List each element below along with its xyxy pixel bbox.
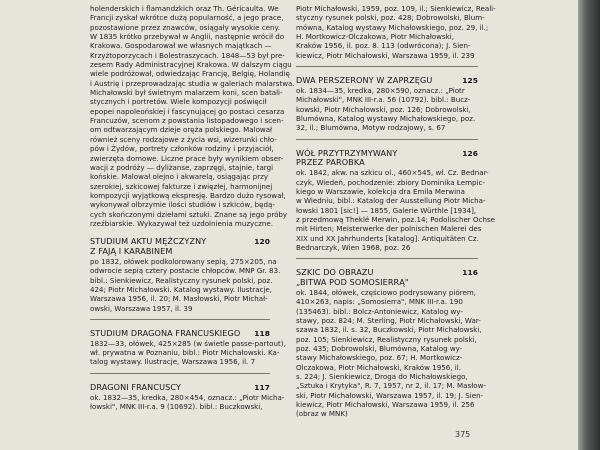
entry-heading [296,149,478,169]
paragraph-line: Krzyżtoporzycach i Bolestraszycach. 1848—53 był pre- [90,50,285,60]
entry-text-line: czyk, Wiedeń, pochodzenie: zbiory Dominika Łempic- [296,177,485,187]
entry-text-line: ok. 1842, akw. na szkicu ol., 460×545, wł. Cz. Bednar- [296,168,489,178]
left-column [90,4,295,411]
catalog-entry [296,76,478,140]
entry-text-line: ok. 1832—35, kredka, 280×454, oznacz.: „Piotr Micha- [90,392,285,402]
entry-heading [90,383,270,393]
paragraph-line: Michałowski był świetnym malarzem koni, scen batali- [90,88,283,98]
entry-title-line: WÓŁ PRZYTRZYMYWANY [296,147,398,158]
entry-divider [90,373,270,374]
entry-text-line: kiego w Warszawie, kolekcja dra Emila Merwina [296,186,465,196]
paragraph-line: H. Mortkowicz-Olczakowa, Piotr Michałowski, [296,32,455,42]
paragraph-line: kompozycji wyjątkową ekspresję. Bardzo dużo rysował, [90,190,286,200]
entry-title-line: STUDIUM AKTU MĘŻCZYZNY [90,236,207,247]
entry-text-line: mit Hirten; Meisterwerke der polnischen Malerei des [296,224,482,234]
entry-title [296,76,432,86]
entry-text-line: kiewicz, Piotr Michałowski, Warszawa 1959, il. 256 [296,399,475,409]
entry-text-line: szawa 1832, il. s. 32, Buczkowski, Piotr Michałowski, [296,325,482,335]
entry-description [90,256,281,313]
paragraph-line: epopei napoleońskiej i fascynującej go postaci cesarza [90,106,285,116]
paragraph-line: styczny rysunek polski, poz. 428; Dobrowolski, Blum- [296,13,485,23]
entry-text-line: w Wiedniu, bibl.: Katalog der Ausstellung Piotr Micha- [296,196,486,206]
entry-text-line: 424; Piotr Michałowski. Katalog wystawy. Ilustracje, [90,284,273,294]
paragraph-line: i Austrię i przeprowadzając studia w galeriach malarstwa. [90,78,295,88]
entry-text-line: 32, il.; Blumówna, Motyw rodzajowy, s. 67 [296,123,446,133]
paragraph-line: wiele podróżował, odwiedzając Francję, Belgię, Holandię [90,69,290,79]
entry-text-line: 410×263, napis: „Somosierra", MNK III-r.a. 190 [296,297,463,307]
entry-text-line: talog wystawy. Ilustracje, Warszawa 1956, il. 7 [90,357,256,367]
entry-text-line: ok. 1834—35, kredka, 280×590, oznacz.: „Piotr [296,85,465,95]
entry-title-line: PRZEZ PAROBKA [296,157,365,168]
paragraph-line: również sceny rodzajowe z życia wsi, wizerunki chło- [90,134,277,144]
entry-title-line: Z FAJĄ I KARABINEM [90,246,173,257]
paragraph-line: holenderskich i flamandzkich oraz Th. Géricaulta. We [90,4,279,13]
entry-title [90,383,181,393]
entry-title-line: SZKIC DO OBRAZU [296,267,374,278]
paragraph-line: Krakowa. Gospodarował we własnych majątkach — [90,41,272,51]
entry-text-line: ski, Piotr Michałowski, Warszawa 1957, il. 19; J. Sien- [296,390,484,400]
entry-text-line: „Sztuka i Krytyka", R. 7, 1957, nr 2, il. 17; M. Masłow- [296,381,486,391]
entry-heading [90,329,270,339]
entry-description [90,392,285,412]
page-number: 375 [455,430,471,439]
paragraph-line: mówna, Katalog wystawy Michałowskiego, poz. 29, il.; [296,22,489,32]
entry-description [296,168,496,252]
entry-title-line: „BITWA POD SOMOSIERRĄ" [296,277,409,288]
book-gutter-edge [578,0,600,450]
entry-number: 120 [254,237,270,247]
entry-heading [296,268,478,288]
entry-text-line: Olczakowa, Piotr Michałowski, Kraków 1956, il. [296,362,461,372]
entry-text-line: Blumówna, Katalog wystawy Michałowskiego, poz. [296,113,476,123]
entry-title [90,329,240,339]
entry-description [90,338,286,367]
paragraph-line: zesem Rady Administracyjnej Krakowa. W dalszym ciągu [90,60,292,70]
paragraph-line: om odtwarzającym dzieje oręża polskiego. Malował [90,125,273,135]
entry-divider [90,319,270,320]
paragraph-line: szerokiej, szkicowej fakturze i zwięzłej, harmonijnej [90,181,273,191]
entry-divider [296,139,478,140]
catalog-entry [296,147,496,260]
entry-number: 116 [462,268,478,278]
entry-text-line: po 1832, ołówek podkolorowany sepią, 275×205, na [90,256,277,266]
section-divider [296,66,478,67]
catalog-entry [90,381,285,411]
paragraph-line: cych skończonymi dziełami sztuki. Znane są jego próby [90,209,288,219]
entry-description [296,287,486,419]
paragraph-line: Francuzów, scenom z powstania listopadowego i scen- [90,116,284,126]
paragraph-line: Kraków 1956, il. poz. 8. 113 (odwrócona); J. Sien- [296,41,471,51]
paragraph-line: wykonywał olbrzymie ilości studiów i szkiców, będą- [90,200,275,210]
entry-divider [296,258,478,259]
entry-number: 118 [254,328,270,338]
entry-title [90,237,206,257]
paragraph-line: pozostawione przez znawców, osiągały wysokie ceny. [90,22,280,32]
entry-text-line: łowski 1801 [sic!] — 1855, Galerie Würthle [1934], [296,205,477,215]
entry-text-line: stawy Michałowskiego, poz. 67; H. Mortkowicz- [296,353,463,363]
paragraph-line: zwierzęta domowe. Liczne prace były wynikiem obser- [90,153,284,163]
paragraph-line: Francji zyskał wkrótce dużą popularność, a jego prace, [90,13,284,23]
paragraph-line: kiewicz, Piotr Michałowski, Warszawa 1959, il. 239 [296,50,475,60]
paragraph-line: W 1835 krótko przebywał w Anglii, następnie wrócił do [90,32,285,42]
entry-text-line: łowski", MNK III-r.a. 9 (10692). bibl.: Buczkowski, [90,401,263,411]
entry-text-line: stawy, poz. 824; M. Sterling, Piotr Michałowski, War- [296,315,481,325]
paragraph-line: pów i Żydów, portrety członków rodziny i przyjaciół, [90,144,274,154]
entry-text-line: 1832—33, ołówek, 425×285 (w świetle passe-partout), [90,338,286,348]
entry-title-line: STUDIUM DRAGONA FRANCUSKIEGO [90,327,241,338]
entry-text-line: ok. 1844, ołówek, częściowo podrysowany piórem, [296,287,476,297]
paragraph-line: rzeźbiarskie. Wykazywał też uzdolnienia muzyczne. [90,218,273,228]
entry-text-line: bibl.: Sienkiewicz, Realistyczny rysunek polski, poz. [90,275,273,285]
entry-number: 126 [462,148,478,158]
continued-bibliography [296,4,496,60]
entry-heading [296,76,478,86]
right-column [296,4,496,419]
entry-text-line: Warszawa 1956, il. 20; M. Masłowski, Piotr Michał- [90,294,268,304]
entry-title-line: DRAGONI FRANCUSCY [90,381,181,392]
paragraph-line: stycznych i portretów. Wiele kompozycji poświęcił [90,97,267,107]
entry-title [296,268,409,288]
entry-text-line: (obraz w MNK) [296,409,348,419]
entry-text-line: z przedmową Theklé Merwin, poz.14; Podolischer Ochse [296,214,496,224]
entry-text-line: kowski, Piotr Michałowski, poz. 126; Dobrowolski, [296,104,471,114]
paragraph-line: końskie. Malował olejno i akwarelą, osiągając przy [90,172,269,182]
entry-description [296,86,478,133]
entry-text-line: owski, Warszawa 1957, il. 39 [90,303,193,313]
entry-text-line: poz. 105; Sienkiewicz, Realistyczny rysunek polski, [296,334,477,344]
entry-text-line: (135463). bibl.: Bolcz-Antoniewicz, Katalog wy- [296,306,463,316]
entry-title-line: DWA PERSZERONY W ZAPRZĘGU [296,75,433,86]
biography-paragraph [90,4,295,228]
catalog-entry [296,267,486,419]
entry-text-line: poz. 435; Dobrowolski, Blumówna, Katalog wy- [296,343,463,353]
entry-text-line: XIX und XX Jahrhunderts [katalog]. Antiquitäten Cz. [296,233,479,243]
catalog-entry [90,236,281,320]
paragraph-line: wacji z podróży — dyliżanse, zaprzęgi, stajnie, targi [90,162,274,172]
entry-text-line: odwrocie sepią cztery postacie chłopców. MNP Gr. 83. [90,266,281,276]
entry-text-line: Bednarczyk, Wien 1968, poz. 26 [296,242,411,252]
entry-title [296,149,397,169]
entry-number: 117 [254,382,270,392]
entry-text-line: wł. prywatna w Poznaniu, bibl.: Piotr Michałowski. Ka- [90,348,280,358]
entry-heading [90,237,270,257]
catalog-entry [90,327,286,374]
entry-text-line: s. 224; J. Sienkiewicz, Droga do Michałowskiego, [296,371,468,381]
entry-number: 125 [462,76,478,86]
paragraph-line: Piotr Michałowski, 1959, poz. 109, il.; Sienkiewicz, Reali- [296,4,496,13]
entry-text-line: Michałowski", MNK III-r.a. 56 (10792). bibl.: Bucz- [296,95,471,105]
